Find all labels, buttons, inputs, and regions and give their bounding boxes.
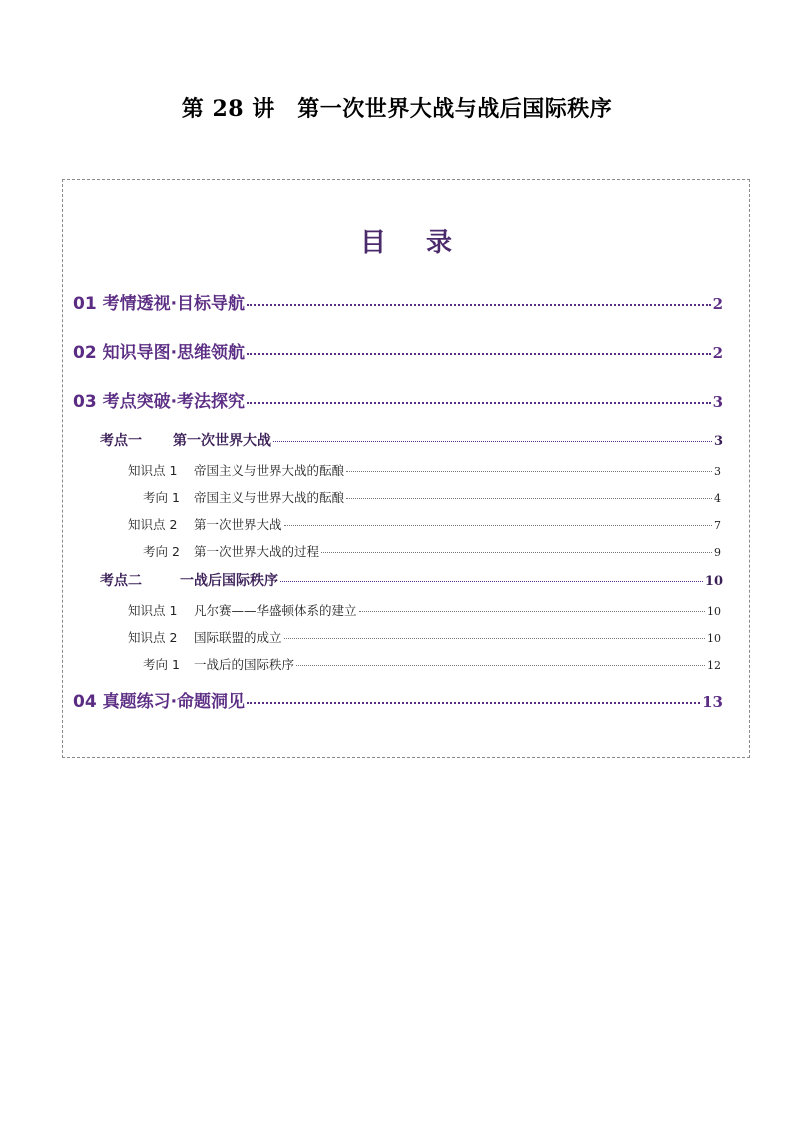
- table-of-contents: [62, 179, 750, 758]
- toc-entry-section-04[interactable]: [73, 688, 723, 714]
- toc-entry-section-01[interactable]: [73, 290, 723, 316]
- toc-heading-char-1: 目: [359, 228, 386, 258]
- toc-entry-knowledge-1-1[interactable]: [128, 461, 721, 481]
- dot-leader: [247, 287, 711, 306]
- toc-entry-page: 2: [712, 344, 723, 362]
- toc-entry-title: 一战后的国际秩序: [194, 656, 295, 672]
- toc-entry-page: 10: [707, 631, 721, 645]
- toc-entry-tag: 考点一: [100, 433, 142, 449]
- toc-entry-tag: 知识点 1: [128, 462, 178, 478]
- toc-entry-tag: 考向 1: [143, 489, 180, 505]
- dot-leader: [280, 567, 703, 582]
- toc-entry-page: 4: [714, 491, 721, 505]
- toc-entry-page: 2: [712, 295, 723, 313]
- dot-leader: [359, 598, 705, 612]
- toc-entry-label: 01 考情透视·目标导航: [73, 294, 246, 314]
- toc-entry-direction-2-1[interactable]: [143, 655, 721, 675]
- toc-entry-label: 02 知识导图·思维领航: [73, 343, 246, 363]
- toc-entry-label: 04 真题练习·命题洞见: [73, 692, 246, 712]
- toc-entry-title: 一战后国际秩序: [180, 573, 278, 589]
- toc-entry-tag: 知识点 2: [128, 629, 178, 645]
- toc-entry-title: 第一次世界大战: [194, 516, 282, 532]
- toc-entry-tag: 考点二: [100, 573, 142, 589]
- toc-entry-direction-1-1[interactable]: [143, 488, 721, 508]
- dot-leader: [296, 652, 705, 666]
- dot-leader: [247, 385, 711, 404]
- toc-entry-topic-2[interactable]: [100, 570, 723, 592]
- toc-entry-title: 帝国主义与世界大战的酝酿: [194, 489, 345, 505]
- dot-leader: [247, 685, 700, 704]
- toc-entry-tag: 考向 2: [143, 543, 180, 559]
- toc-entry-section-03[interactable]: [73, 388, 723, 414]
- toc-entry-page: 3: [712, 393, 723, 411]
- dot-leader: [346, 458, 712, 472]
- dot-leader: [284, 625, 705, 639]
- toc-entry-title: 帝国主义与世界大战的酝酿: [194, 462, 345, 478]
- dot-leader: [284, 512, 712, 526]
- toc-entry-tag: 考向 1: [143, 656, 180, 672]
- toc-entry-section-02[interactable]: [73, 339, 723, 365]
- dot-leader: [346, 485, 712, 499]
- toc-entry-page: 3: [713, 434, 723, 449]
- toc-entry-page: 10: [704, 574, 723, 589]
- toc-entry-label: 03 考点突破·考法探究: [73, 392, 246, 412]
- dot-leader: [321, 539, 712, 553]
- toc-entry-direction-1-2[interactable]: [143, 542, 721, 562]
- toc-entry-knowledge-1-2[interactable]: [128, 515, 721, 535]
- toc-entry-title: 凡尔赛——华盛顿体系的建立: [194, 602, 357, 618]
- toc-entry-page: 3: [714, 464, 721, 478]
- toc-heading: [63, 226, 749, 260]
- toc-entry-knowledge-2-2[interactable]: [128, 628, 721, 648]
- toc-entry-tag: 知识点 1: [128, 602, 178, 618]
- toc-entry-knowledge-2-1[interactable]: [128, 601, 721, 621]
- toc-heading-char-2: 录: [426, 228, 453, 258]
- toc-entry-title: 第一次世界大战的过程: [194, 543, 320, 559]
- toc-entry-title: 国际联盟的成立: [194, 629, 282, 645]
- dot-leader: [273, 427, 712, 442]
- toc-entry-page: 7: [714, 518, 721, 532]
- page-title: 第 28 讲 第一次世界大战与战后国际秩序: [181, 96, 613, 122]
- toc-entry-title: 第一次世界大战: [173, 433, 271, 449]
- toc-entry-page: 9: [714, 545, 721, 559]
- toc-entry-topic-1[interactable]: [100, 430, 723, 452]
- toc-entry-page: 13: [702, 693, 723, 711]
- toc-entry-tag: 知识点 2: [128, 516, 178, 532]
- toc-entry-page: 10: [707, 604, 721, 618]
- toc-entry-page: 12: [707, 658, 721, 672]
- dot-leader: [247, 336, 711, 355]
